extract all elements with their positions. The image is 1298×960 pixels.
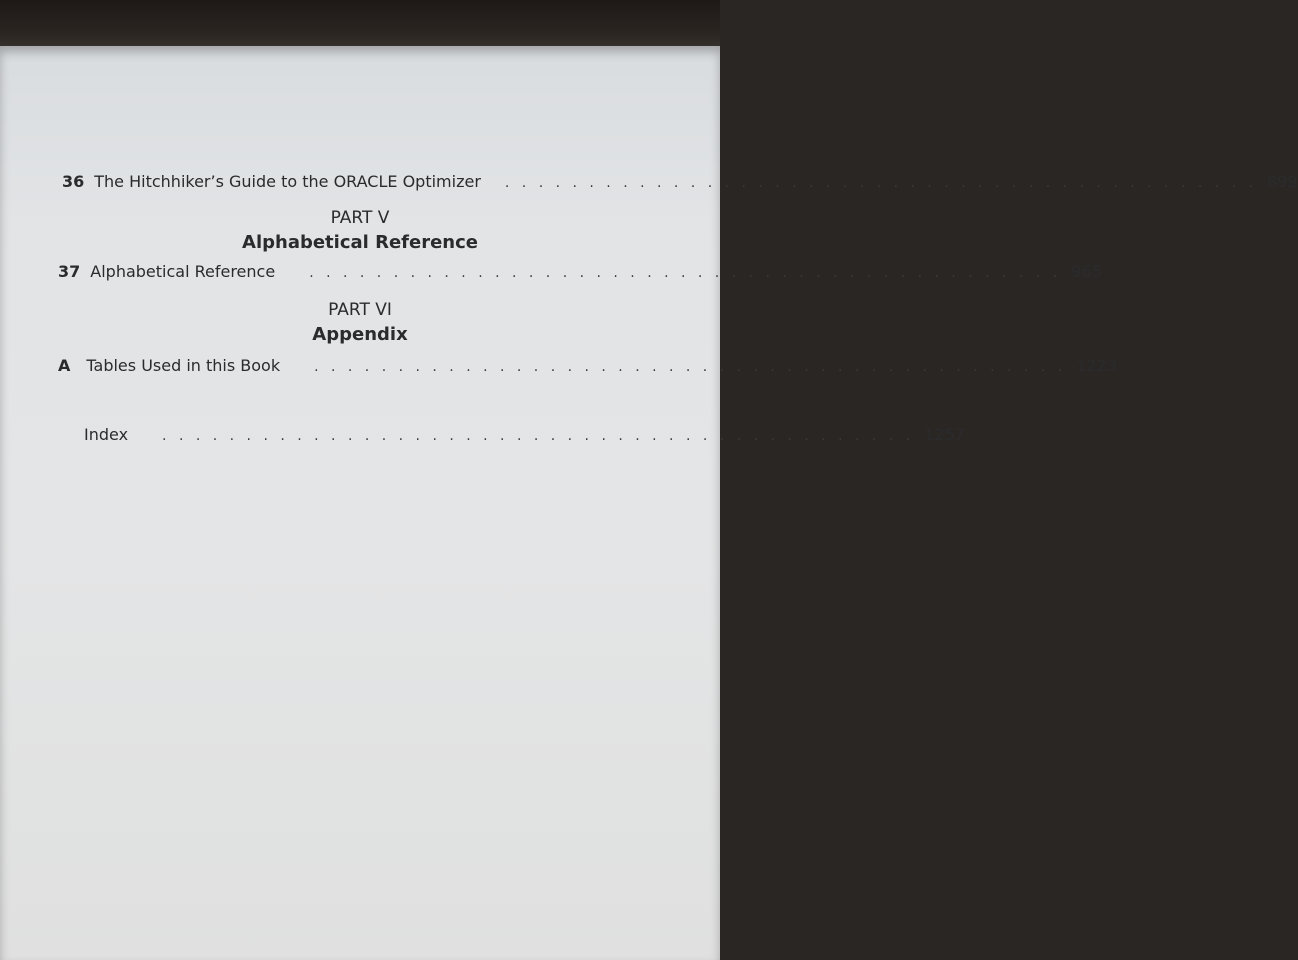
- page-number: 899: [1266, 172, 1298, 191]
- dot-leader: . . . . . . . . . . . . . . . . . . . . . . . . . . . . . . . . . . . . . . . . . . . . .: [309, 265, 1062, 281]
- chapter-title: The Hitchhiker’s Guide to the ORACLE Optimizer: [94, 172, 481, 191]
- part-label-v: PART V: [330, 208, 390, 228]
- part-title-vi: Appendix: [312, 324, 408, 345]
- toc-entry-index: [84, 425, 965, 444]
- page-number: 1223: [1076, 356, 1117, 375]
- dot-leader: . . . . . . . . . . . . . . . . . . . . . . . . . . . . . . . . . . . . . . . . . . . . .: [162, 428, 915, 444]
- toc-entry-37: [58, 262, 1102, 281]
- part-title-v: Alphabetical Reference: [242, 232, 478, 253]
- book-page: [0, 46, 1298, 960]
- appendix-letter: A: [58, 356, 71, 375]
- toc-entry-36: [62, 172, 1298, 191]
- dot-leader: . . . . . . . . . . . . . . . . . . . . . . . . . . . . . . . . . . . . . . . . . . . . .: [314, 359, 1067, 375]
- chapter-title: Tables Used in this Book: [86, 356, 281, 375]
- page-number: 1257: [924, 425, 965, 444]
- chapter-number: 36: [62, 172, 85, 191]
- page-number: 965: [1071, 262, 1102, 281]
- index-title: Index: [84, 425, 129, 444]
- dot-leader: . . . . . . . . . . . . . . . . . . . . . . . . . . . . . . . . . . . . . . . . . . . . .: [504, 175, 1257, 191]
- top-shadow: [0, 0, 720, 50]
- toc-entry-a: [58, 356, 1117, 375]
- chapter-title: Alphabetical Reference: [90, 262, 276, 281]
- chapter-number: 37: [58, 262, 81, 281]
- part-label-vi: PART VI: [328, 300, 392, 320]
